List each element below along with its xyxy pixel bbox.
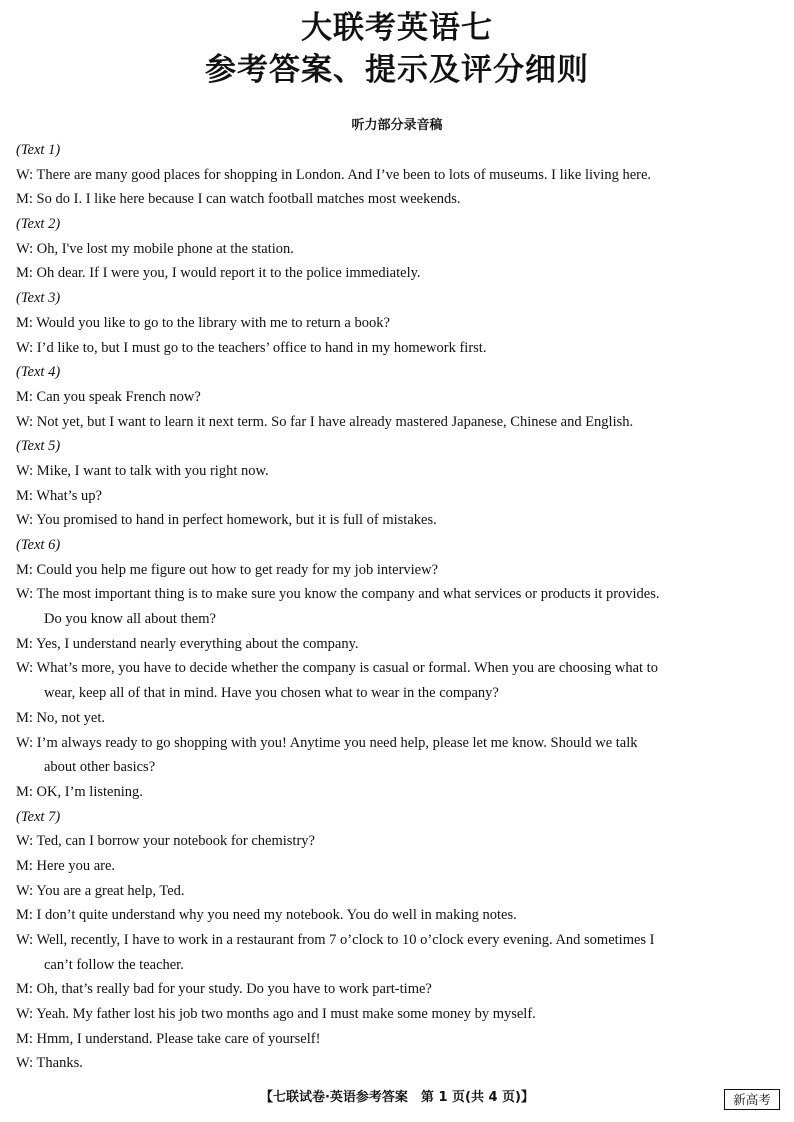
text-section-label: (Text 3) bbox=[16, 290, 61, 307]
transcript-line: M: So do I. I like here because I can watch football matches most weekends. bbox=[16, 191, 461, 208]
transcript-line: M: Here you are. bbox=[16, 857, 116, 874]
transcript-line: M: Can you speak French now? bbox=[16, 388, 201, 405]
transcript-line: W: There are many good places for shopping in London. And I’ve been to lots of museums. I like living here. bbox=[16, 166, 652, 183]
document-title: 大联考英语七 bbox=[301, 10, 493, 45]
transcript-line: M: What’s up? bbox=[16, 487, 102, 504]
transcript-line: W: Yeah. My father lost his job two months ago and I must make some money by myself. bbox=[16, 1006, 536, 1023]
document-subtitle: 参考答案、提示及评分细则 bbox=[205, 52, 589, 87]
transcript-line: M: Oh, that’s really bad for your study. Do you have to work part-time? bbox=[16, 981, 432, 998]
text-section-label: (Text 2) bbox=[16, 216, 61, 233]
exam-type-badge: 新高考 bbox=[724, 1089, 780, 1110]
text-section-label: (Text 6) bbox=[16, 537, 61, 553]
section-title: 听力部分录音稿 bbox=[351, 118, 443, 133]
transcript-line: W: The most important thing is to make sure you know the company and what services or products it provides. bbox=[16, 586, 660, 603]
transcript-line: W: What’s more, you have to decide whether the company is casual or formal. When you are choosing what to bbox=[16, 660, 658, 677]
transcript-line: W: Thanks. bbox=[16, 1055, 83, 1072]
transcript-line: W: Well, recently, I have to work in a restaurant from 7 o’clock to 10 o’clock every evening. And sometimes I bbox=[16, 932, 655, 948]
transcript-line: W: Mike, I want to talk with you right now. bbox=[16, 462, 269, 479]
transcript-line: M: Yes, I understand nearly everything about the company. bbox=[16, 635, 359, 652]
text-section-label: (Text 4) bbox=[16, 364, 61, 381]
transcript-line: M: Could you help me figure out how to get ready for my job interview? bbox=[16, 561, 439, 578]
transcript-line: W: Ted, can I borrow your notebook for chemistry? bbox=[16, 833, 315, 850]
listening-transcript bbox=[16, 138, 786, 1076]
transcript-line: W: You are a great help, Ted. bbox=[16, 882, 185, 899]
transcript-line: W: I’d like to, but I must go to the teachers’ office to hand in my homework first. bbox=[16, 339, 487, 356]
transcript-line-continuation: Do you know all about them? bbox=[44, 611, 216, 628]
transcript-line: M: OK, I’m listening. bbox=[16, 783, 143, 800]
text-section-label: (Text 1) bbox=[16, 142, 61, 158]
transcript-line: M: Oh dear. If I were you, I would report it to the police immediately. bbox=[16, 265, 421, 282]
transcript-line-continuation: can’t follow the teacher. bbox=[44, 956, 184, 973]
transcript-line: W: I’m always ready to go shopping with you! Anytime you need help, please let me know. Should we talk bbox=[16, 734, 638, 751]
page-footer: 【七联试卷·英语参考答案 第 1 页(共 4 页)】 bbox=[259, 1090, 535, 1105]
transcript-line: W: Not yet, but I want to learn it next term. So far I have already mastered Japanese, Chinese and English. bbox=[16, 413, 634, 430]
text-section-label: (Text 7) bbox=[16, 808, 61, 825]
transcript-line-continuation: about other basics? bbox=[44, 759, 156, 776]
text-section-label: (Text 5) bbox=[16, 438, 61, 455]
transcript-line: M: Would you like to go to the library with me to return a book? bbox=[16, 314, 390, 331]
transcript-line: W: Oh, I've lost my mobile phone at the station. bbox=[16, 240, 294, 257]
transcript-line: W: You promised to hand in perfect homework, but it is full of mistakes. bbox=[16, 512, 437, 529]
transcript-line: M: No, not yet. bbox=[16, 709, 106, 726]
transcript-line: M: I don’t quite understand why you need my notebook. You do well in making notes. bbox=[16, 907, 517, 924]
transcript-line: M: Hmm, I understand. Please take care of yourself! bbox=[16, 1030, 321, 1047]
transcript-line-continuation: wear, keep all of that in mind. Have you chosen what to wear in the company? bbox=[44, 685, 499, 702]
